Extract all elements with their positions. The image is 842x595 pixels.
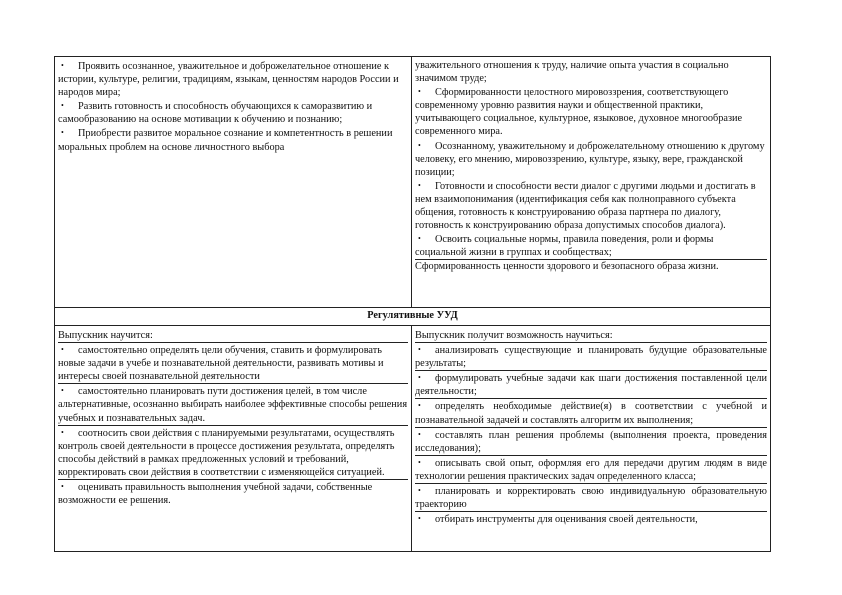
list-item: • планировать и корректировать свою индивидуальную образовательную траекторию <box>415 484 767 512</box>
bullet-icon: • <box>418 514 421 524</box>
list-item: • описывать свой опыт, оформляя его для передачи другим людям в виде технологии решения практических задач определенного класса; <box>415 456 767 484</box>
bullet-icon: • <box>61 101 64 111</box>
list-item: • оценивать правильность выполнения учебной задачи, собственные возможности ее решения. <box>58 482 373 507</box>
section-rule-bottom <box>54 325 771 326</box>
list-item: • определять необходимые действие(я) в соответствии с учебной и познавательной задачей и составлять алгоритм их выполнения; <box>415 399 767 427</box>
bullet-icon: • <box>418 180 421 190</box>
list-item: • составлять план решения проблемы (выполнения проекта, проведения исследования); <box>415 428 767 456</box>
bullet-icon: • <box>418 457 421 467</box>
list-item: • Осознанному, уважительному и доброжелательному отношению к другому человеку, его мнению, мировоззрению, культуре, языку, вере, гражданской позиции; <box>415 140 765 178</box>
list-item: • анализировать существующие и планировать будущие образовательные результаты; <box>415 343 767 371</box>
bullet-icon: • <box>61 61 64 70</box>
list-item: • Готовности и способности вести диалог с другими людьми и достигать в нем взаимопонимания (идентификация себя как полноправного субъекта общения, готовность к конструированию образа партнера по диалогу, готовность к конструированию образа допустимых способов диалога). <box>415 180 756 232</box>
bullet-icon: • <box>418 140 421 150</box>
section-header: Регулятивные УУД <box>367 310 458 321</box>
list-item: • самостоятельно планировать пути достижения целей, в том числе альтернативные, осознанно выбирать наиболее эффективные способы решения учебных и познавательных задач. <box>58 384 408 425</box>
list-item: • соотносить свои действия с планируемыми результатами, осуществлять контроль своей деятельности в процессе достижения результата, определять способы действий в рамках предложенных условий и требований, корректировать свои действия в соответствии с изменяющейся ситуацией. <box>58 426 408 480</box>
last-line-text: Сформированность ценности здорового и безопасного образа жизни. <box>415 259 767 273</box>
intro-text: Выпускник научится: <box>58 329 408 343</box>
bottom-left-cell <box>58 329 408 507</box>
top-left-cell <box>58 59 408 154</box>
bullet-icon: • <box>418 429 421 439</box>
column-divider-lower <box>411 325 412 552</box>
bullet-icon: • <box>418 401 421 411</box>
bullet-icon: • <box>418 87 421 97</box>
intro-text: Выпускник получит возможность научиться: <box>415 329 767 343</box>
bullet-icon: • <box>418 345 421 355</box>
list-item: • самостоятельно определять цели обучения, ставить и формулировать новые задачи в учебе и познавательной деятельности, развивать мотивы и интересы своей познавательной деятельности <box>58 343 408 384</box>
bullet-icon: • <box>61 427 64 437</box>
list-item: • Освоить социальные нормы, правила поведения, роли и формы социальной жизни в группах и сообществах; <box>415 234 714 259</box>
bullet-icon: • <box>61 386 64 396</box>
bullet-icon: • <box>418 486 421 496</box>
list-item: • отбирать инструменты для оценивания своей деятельности, <box>415 512 767 526</box>
continuation-text: уважительного отношения к труду, наличие опыта участия в социально значимом труде; <box>415 60 729 85</box>
top-right-cell <box>415 59 767 274</box>
list-item: • Сформированности целостного мировоззрения, соответствующего современному уровню развития науки и общественной практики, учитывающего социальное, культурное, языковое, духовное многообразие современного мира. <box>415 87 743 138</box>
bottom-right-cell <box>415 329 767 526</box>
list-item: • Приобрести развитое моральное сознание и компетентность в решении моральных проблем на основе личностного выбора <box>58 128 393 153</box>
bullet-icon: • <box>418 373 421 383</box>
bullet-icon: • <box>61 482 64 492</box>
list-item: • формулировать учебные задачи как шаги достижения поставленной цели деятельности; <box>415 371 767 399</box>
column-divider <box>411 56 412 307</box>
bullet-icon: • <box>61 128 64 138</box>
list-item: • Проявить осознанное, уважительное и доброжелательное отношение к истории, культуре, религии, традициям, языкам, ценностям народов России и народов мира; <box>58 61 399 99</box>
list-item: • Развить готовность и способность обучающихся к саморазвитию и самообразованию на основе мотивации к обучению и познанию; <box>58 101 373 126</box>
bullet-icon: • <box>61 345 64 355</box>
bullet-icon: • <box>418 234 421 244</box>
